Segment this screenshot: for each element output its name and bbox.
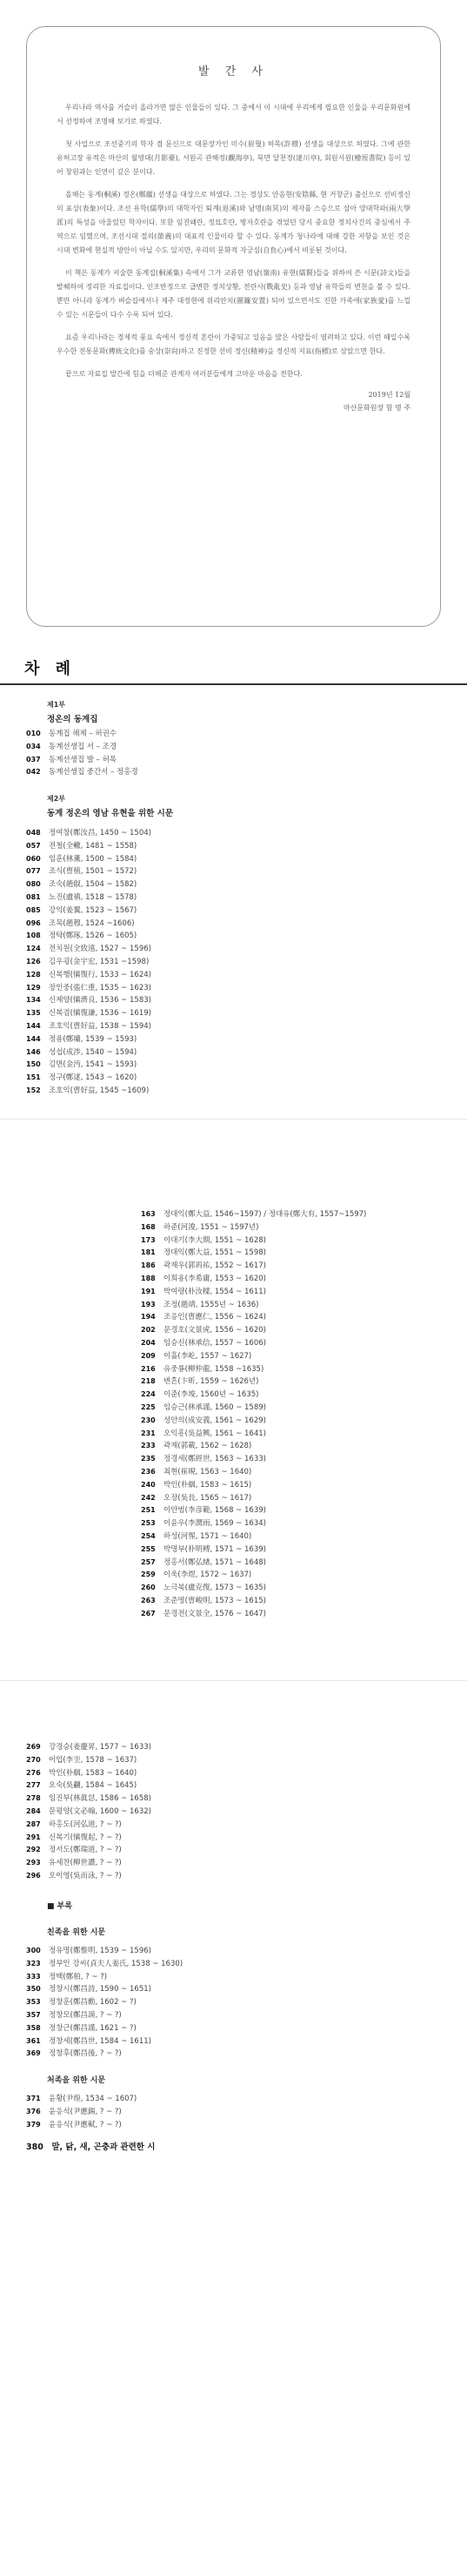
toc-entry-title: 조식(曺植, 1501 ~ 1572) xyxy=(49,867,137,877)
toc-entry-page: 152 xyxy=(26,1086,41,1094)
toc-entry-title: 정백(鄭柏, ? ~ ?) xyxy=(49,1972,108,1981)
toc-entry-page: 333 xyxy=(26,1972,41,1981)
toc-entry-title: 최현(崔晛, 1563 ~ 1640) xyxy=(163,1467,252,1476)
toc-entry-title: 유중룡(柳仲龍, 1558 ~1635) xyxy=(163,1364,264,1374)
toc-entry xyxy=(26,891,151,905)
part2-continued-list-b xyxy=(26,1741,151,1883)
toc-entry xyxy=(26,1870,151,1883)
toc-entry-title: 하준(河浚, 1551 ~ 1597년) xyxy=(163,1222,259,1232)
toc-entry-page: 300 xyxy=(26,1947,41,1954)
toc-entry xyxy=(26,1832,151,1845)
toc-entry-page: 236 xyxy=(141,1467,156,1476)
toc-entry-title: 정창후(鄭昌後, ? ~ ?) xyxy=(49,2049,122,2059)
toc-entry-page: 080 xyxy=(26,880,41,889)
toc-entry-title: 신복행(愼復行, 1533 ~ 1624) xyxy=(49,970,151,979)
final-entry xyxy=(26,2140,155,2152)
toc-entry-title: 임훈(林薰, 1500 ~ 1584) xyxy=(49,854,137,864)
toc-entry xyxy=(26,1072,151,1085)
toc-entry-page: 128 xyxy=(26,970,41,979)
toc-entry-page: 181 xyxy=(141,1248,156,1257)
toc-entry xyxy=(26,754,138,767)
toc-entry-title: 윤응식(尹應軾, ? ~ ?) xyxy=(49,2120,122,2129)
toc-entry xyxy=(141,1453,366,1466)
toc-entry-title: 이윤우(李潤雨, 1569 ~ 1634) xyxy=(163,1519,266,1529)
toc-entry-page: 151 xyxy=(26,1073,41,1082)
toc-entry-page: 042 xyxy=(26,768,41,777)
toc-entry xyxy=(26,1059,151,1072)
toc-entry-page: 376 xyxy=(26,2107,41,2115)
toc-entry-title: 윤황(尹煌, 1534 ~ 1607) xyxy=(49,2095,137,2103)
toc-entry xyxy=(141,1595,366,1608)
toc-entry xyxy=(26,728,138,741)
toc-entry-page: 291 xyxy=(26,1833,41,1841)
toc-entry xyxy=(26,1020,151,1033)
toc-entry-title: 정부인 강씨(貞夫人姜氏, 1538 ~ 1630) xyxy=(49,1959,183,1968)
toc-entry xyxy=(141,1260,366,1273)
toc-entry-title: 노극복(盧克復, 1573 ~ 1635) xyxy=(163,1584,266,1593)
toc-entry-title: 하성(河惺, 1571 ~ 1640) xyxy=(163,1531,252,1541)
toc-entry xyxy=(141,1247,366,1260)
toc-entry xyxy=(141,1557,366,1570)
toc-entry-page: 173 xyxy=(141,1235,156,1244)
appendix-label: ■ 부록 xyxy=(47,1902,73,1911)
toc-entry-title: 정대익(鄭大益, 1551 ~ 1598) xyxy=(163,1248,266,1258)
toc-entry-page: 134 xyxy=(26,996,41,1005)
toc-entry-title: 동계집 해제 – 허권수 xyxy=(49,730,117,738)
toc-entry xyxy=(26,1741,151,1754)
toc-entry-page: 235 xyxy=(141,1455,156,1463)
toc-entry-page: 085 xyxy=(26,905,41,914)
toc-entry xyxy=(141,1234,366,1248)
toc-entry-title: 조숙(趙俶, 1504 ~ 1582) xyxy=(49,880,137,890)
toc-entry-title: 정서도(鄭瑞道, ? ~ ?) xyxy=(49,1846,122,1855)
toc-entry-title: 조목(趙穆, 1524 ~1606) xyxy=(49,918,135,928)
toc-entry-page: 108 xyxy=(26,932,41,940)
preface-paragraph: 끝으로 자료집 발간에 힘을 더해준 관계자 여러분들에게 고마운 마음을 전한다. xyxy=(65,370,303,378)
toc-entry-title: 오이영(吳而泳, ? ~ ?) xyxy=(49,1871,122,1880)
toc-entry-title: 정경세(鄭經世, 1563 ~ 1633) xyxy=(163,1455,266,1464)
toc-entry-page: 037 xyxy=(26,755,41,763)
toc-entry-title: 오숙(吳䎘, 1584 ~ 1645) xyxy=(49,1781,137,1791)
toc-entry-title: 박인(朴絪, 1583 ~ 1640) xyxy=(49,1768,137,1778)
toc-entry-page: 278 xyxy=(26,1794,41,1803)
toc-entry-page: 081 xyxy=(26,892,41,901)
toc-entry xyxy=(141,1363,366,1376)
toc-entry-page: 129 xyxy=(26,983,41,992)
toc-entry-title: 김면(金沔, 1541 ~ 1593) xyxy=(49,1060,137,1070)
toc-entry-page: 034 xyxy=(26,742,41,750)
toc-entry xyxy=(141,1504,366,1517)
toc-entry xyxy=(26,2119,137,2132)
toc-entry-page: 259 xyxy=(141,1570,156,1579)
toc-entry-title: 윤응석(尹應錫, ? ~ ?) xyxy=(49,2107,122,2116)
toc-entry-page: 186 xyxy=(141,1261,156,1270)
toc-entry xyxy=(26,840,151,853)
toc-entry-page: 231 xyxy=(141,1429,156,1437)
toc-entry-title: 하홍도(河弘道, ? ~ ?) xyxy=(49,1819,122,1829)
toc-entry xyxy=(141,1440,366,1453)
preface-paragraph: 요즘 우리나라는 경제적 풍요 속에서 정신적 혼란이 가중되고 있음을 많은 사람들이 염려하고 있다. 이런 때일수록 우수한 전통문화(傳統文化)를 숭상(崇尙)하고 진정한 선비 정신(精神)을 정신적 지표(指標)로 삼았으면 한다. xyxy=(57,333,410,355)
toc-entry-page: 257 xyxy=(141,1557,156,1566)
toc-entry-title: 정탁(鄭琢, 1526 ~ 1605) xyxy=(49,932,137,941)
toc-entry-page: 163 xyxy=(141,1210,156,1218)
toc-entry-title: 조호익(曺好益, 1538 ~ 1594) xyxy=(49,1021,151,1031)
toc-entry xyxy=(141,1517,366,1530)
toc-entry-title: 유세찬(柳世讚, ? ~ ?) xyxy=(49,1859,122,1868)
toc-entry xyxy=(141,1415,366,1428)
toc-entry xyxy=(26,1844,151,1857)
toc-entry-page: 218 xyxy=(141,1377,156,1386)
toc-entry-page: 287 xyxy=(26,1819,41,1828)
toc-entry xyxy=(26,878,151,891)
toc-entry-title: 신제양(愼濟良, 1536 ~ 1583) xyxy=(49,996,151,1006)
preface-paragraph: 이 책은 동계가 저술한 동계집(桐溪集) 속에서 그가 교류한 영남(嶺南) 유현(儒賢)들을 위하여 쓴 시문(詩文)들을 발췌하여 정리한 자료집이다. 인조반정으로 급변한 정치상황, 전란사(戰亂史) 등과 영남 유학들의 변천을 볼 수 있다. 뿐만 아니라 동계가 벼슬길에서나 제주 대정현에 위리안치(圍籬安置) 되어 있으면서도 진한 가족애(家族愛)를 느낄 수 있는 시문들이 다수 수록 되어 있다. xyxy=(57,269,410,319)
toc-entry-page: 010 xyxy=(26,730,41,737)
toc-entry-title: 이흘(李屹, 1557 ~ 1627) xyxy=(163,1351,252,1361)
toc-entry-page: 371 xyxy=(26,2095,41,2102)
toc-entry xyxy=(26,1996,183,2009)
toc-entry xyxy=(141,1428,366,1441)
toc-entry-page: 188 xyxy=(141,1274,156,1282)
preface-title: 발 간 사 xyxy=(198,65,269,78)
toc-entry-title: 정대익(鄭大益, 1546~1597) / 정대유(鄭大有, 1557~1597) xyxy=(163,1210,367,1219)
toc-entry xyxy=(26,982,151,995)
toc-entry-page: 193 xyxy=(141,1300,156,1308)
final-entry-title: 말, 닭, 새, 곤충과 관련한 시 xyxy=(51,2142,156,2152)
toc-entry-page: 277 xyxy=(26,1781,41,1790)
toc-entry xyxy=(26,1046,151,1059)
toc-entry xyxy=(26,943,151,956)
toc-entry xyxy=(141,1479,366,1492)
toc-entry xyxy=(141,1582,366,1595)
toc-entry xyxy=(26,918,151,931)
toc-entry xyxy=(141,1350,366,1363)
toc-entry-page: 369 xyxy=(26,2049,41,2058)
toc-entry-title: 장인중(張仁重, 1535 ~ 1623) xyxy=(49,983,151,992)
toc-entry-title: 신복기(愼復起, ? ~ ?) xyxy=(49,1833,122,1842)
toc-entry-page: 251 xyxy=(141,1506,156,1515)
toc-entry-page: 353 xyxy=(26,1998,41,2007)
page-divider xyxy=(0,1119,467,1120)
toc-entry xyxy=(26,969,151,982)
toc-entry-title: 박명부(朴明榑, 1571 ~ 1639) xyxy=(163,1544,266,1554)
toc-entry xyxy=(141,1299,366,1312)
toc-entry-page: 230 xyxy=(141,1416,156,1424)
toc-entry xyxy=(26,1792,151,1806)
toc-entry-title: 박인(朴絪, 1583 ~ 1615) xyxy=(163,1480,252,1490)
toc-entry-title: 오익흥(吳益興, 1561 ~ 1641) xyxy=(163,1429,266,1438)
toc-entry-title: 조준명(曺峻明, 1573 ~ 1615) xyxy=(163,1596,266,1605)
toc-entry xyxy=(141,1221,366,1234)
part2-heading xyxy=(47,794,173,818)
toc-entry-title: 임진부(林眞怤, 1586 ~ 1658) xyxy=(49,1794,151,1804)
toc-entry-title: 전치원(全致遠, 1527 ~ 1596) xyxy=(49,945,151,954)
part1-label: 제1부 xyxy=(47,701,66,709)
toc-entry-page: 293 xyxy=(26,1859,41,1867)
toc-entry-title: 정구(鄭逑, 1543 ~ 1620) xyxy=(49,1073,137,1083)
toc-entry-page: 146 xyxy=(26,1047,41,1056)
toc-header xyxy=(0,655,467,684)
toc-entry-title: 성안의(成安義, 1561 ~ 1629) xyxy=(163,1416,266,1425)
toc-entry-page: 379 xyxy=(26,2120,41,2129)
final-entry-page: 380 xyxy=(26,2142,43,2152)
toc-entry xyxy=(26,2022,183,2035)
toc-entry-title: 강경승(姜慶昇, 1577 ~ 1633) xyxy=(49,1743,151,1752)
part2-continued-list xyxy=(141,1208,366,1621)
toc-entry-page: 126 xyxy=(26,957,41,965)
toc-entry-title: 정홍서(鄭弘緖, 1571 ~ 1648) xyxy=(163,1557,266,1567)
toc-entry-page: 323 xyxy=(26,1959,41,1967)
toc-entry-page: 357 xyxy=(26,2010,41,2019)
toc-entry xyxy=(26,827,151,840)
toc-entry-page: 144 xyxy=(26,1034,41,1043)
toc-entry xyxy=(141,1286,366,1299)
toc-entry-title: 동계선생집 발 – 허목 xyxy=(49,755,117,764)
toc-entry xyxy=(26,1007,151,1020)
toc-entry-title: 곽재(郭載, 1562 ~ 1628) xyxy=(163,1442,252,1451)
toc-entry xyxy=(26,1806,151,1819)
preface-author: 마산문화원장 함 명 주 xyxy=(343,404,410,412)
toc-entry-page: 260 xyxy=(141,1584,156,1592)
toc-entry xyxy=(26,766,138,779)
toc-title: 차 례 xyxy=(24,660,77,678)
toc-entry-page: 358 xyxy=(26,2023,41,2032)
part2-title: 동계 정온의 영남 유현을 위한 시문 xyxy=(47,809,174,818)
toc-entry-title: 정여창(鄭汝昌, 1450 ~ 1504) xyxy=(49,829,151,837)
toc-entry-title: 정창세(鄭昌世, 1584 ~ 1611) xyxy=(49,2036,151,2046)
toc-entry-title: 조호익(曺好益, 1545 ~1609) xyxy=(49,1086,150,1095)
toc-entry-page: 361 xyxy=(26,2036,41,2045)
toc-entry-page: 270 xyxy=(26,1755,41,1764)
toc-entry xyxy=(26,2106,137,2119)
toc-entry-title: 문평양(文必翰, 1600 ~ 1632) xyxy=(49,1806,151,1816)
preface-date: 2019년 12월 xyxy=(368,391,410,399)
toc-entry xyxy=(141,1492,366,1505)
toc-entry-title: 정창모(鄭昌謨, ? ~ ?) xyxy=(49,2010,122,2020)
toc-entry xyxy=(141,1530,366,1544)
toc-entry-page: 124 xyxy=(26,945,41,953)
toc-entry-page: 292 xyxy=(26,1846,41,1854)
toc-entry-page: 242 xyxy=(141,1493,156,1502)
toc-entry-page: 276 xyxy=(26,1768,41,1777)
toc-entry xyxy=(26,1958,183,1971)
toc-entry-page: 296 xyxy=(26,1871,41,1880)
toc-entry-page: 057 xyxy=(26,841,41,850)
toc-entry-page: 240 xyxy=(141,1480,156,1489)
toc-entry-title: 전철(全轍, 1481 ~ 1558) xyxy=(49,841,137,851)
toc-entry xyxy=(26,1085,151,1098)
toc-entry-page: 191 xyxy=(141,1287,156,1295)
toc-entry xyxy=(141,1402,366,1415)
relatives-section-title: 친족을 위한 시문 xyxy=(47,1928,106,1937)
toc-entry-page: 048 xyxy=(26,829,41,837)
toc-entry xyxy=(26,853,151,866)
toc-entry-title: 이욱(李煜, 1572 ~ 1637) xyxy=(163,1570,252,1580)
part1-title: 정온의 동계집 xyxy=(47,715,98,724)
toc-entry-title: 문경전(文景全, 1576 ~ 1647) xyxy=(163,1609,266,1618)
toc-entry xyxy=(26,1971,183,1984)
relatives-entry-list xyxy=(26,1945,183,2061)
toc-entry-page: 254 xyxy=(141,1531,156,1540)
toc-entry-title: 김우굉(金宇宏, 1531 ~1598) xyxy=(49,957,150,966)
toc-entry xyxy=(141,1375,366,1389)
toc-entry-title: 조정(趙靖, 1555년 ~ 1636) xyxy=(163,1300,259,1309)
toc-entry xyxy=(141,1608,366,1621)
toc-entry xyxy=(141,1273,366,1286)
preface-box xyxy=(26,26,441,627)
toc-entry xyxy=(26,930,151,943)
toc-entry xyxy=(141,1311,366,1324)
toc-entry-title: 조응인(曺應仁, 1556 ~ 1624) xyxy=(163,1313,266,1322)
toc-entry xyxy=(26,2093,137,2106)
toc-entry-title: 이입(李岦, 1578 ~ 1637) xyxy=(49,1755,137,1765)
toc-entry xyxy=(26,1819,151,1832)
toc-entry-title: 이희용(李希庸, 1553 ~ 1620) xyxy=(163,1274,266,1283)
part2-entry-list xyxy=(26,827,151,1098)
toc-entry-page: 194 xyxy=(141,1313,156,1322)
nephews-entry-list xyxy=(26,2093,137,2131)
toc-entry xyxy=(26,1945,183,1958)
toc-entry xyxy=(141,1466,366,1479)
toc-entry-title: 임승근(林承謹, 1560 ~ 1589) xyxy=(163,1402,266,1412)
toc-entry-page: 255 xyxy=(141,1544,156,1553)
toc-entry-page: 202 xyxy=(141,1326,156,1335)
nephews-section-title: 처족을 위한 시문 xyxy=(47,2076,106,2085)
toc-title-rule xyxy=(0,683,467,685)
page-divider xyxy=(0,1680,467,1681)
toc-entry-title: 이대기(李大期, 1551 ~ 1628) xyxy=(163,1235,266,1245)
toc-entry-page: 225 xyxy=(141,1402,156,1411)
toc-entry xyxy=(26,1033,151,1046)
toc-entry-page: 253 xyxy=(141,1519,156,1528)
preface-paragraph: 올해는 동계(桐溪) 정온(鄭蘊) 선생을 대상으로 하였다. 그는 경상도 안음현(安陰縣, 현 거창군) 출신으로 선비정신의 표상(表象)이다. 조선 유학(儒學)의 대학자인 퇴계(退溪)와 남명(南冥)의 제자를 스승으로 삼아 양대학파(兩大學派)의 특성을 아울렀던 학자이다. 또한 임진왜란, 정묘호란, 병자호란을 겪었던 당시 중요한 정치사건의 중심에서 주역으로 임했으며, 조선시대 절의(節義)의 대표적 인물이라 할 수 있다. 동계가 청나라에 대해 강한 저항을 보인 것은 시대 변화에 현실적 방안이 아닐 수도 있지만, 우리의 문화적 자긍심(自負心)에서 비롯된 것이다. xyxy=(57,191,410,254)
part1-entry-list xyxy=(26,728,138,779)
toc-entry-page: 135 xyxy=(26,1009,41,1018)
toc-entry-title: 정창근(鄭昌謹, 1621 ~ ?) xyxy=(49,2023,137,2033)
toc-entry-page: 209 xyxy=(141,1351,156,1360)
part2-label: 제2부 xyxy=(47,795,66,803)
toc-entry-title: 동계선생집 서 – 조경 xyxy=(49,742,117,751)
toc-entry xyxy=(26,1857,151,1870)
toc-entry-page: 216 xyxy=(141,1364,156,1373)
toc-entry xyxy=(26,1983,183,1996)
toc-entry-title: 정용(鄭墉, 1539 ~ 1593) xyxy=(49,1034,137,1044)
toc-entry-title: 박여량(朴汝樑, 1554 ~ 1611) xyxy=(163,1287,266,1296)
toc-entry-page: 224 xyxy=(141,1390,156,1399)
toc-entry xyxy=(26,994,151,1007)
toc-entry xyxy=(141,1324,366,1337)
toc-entry-page: 263 xyxy=(141,1596,156,1604)
toc-entry xyxy=(26,2035,183,2048)
toc-entry-page: 204 xyxy=(141,1338,156,1347)
toc-entry xyxy=(26,1767,151,1780)
toc-entry-title: 정창훈(鄭昌勳, 1602 ~ ?) xyxy=(49,1998,137,2008)
toc-entry xyxy=(26,956,151,969)
toc-entry-title: 강익(姜翼, 1523 ~ 1567) xyxy=(49,905,137,915)
toc-entry-page: 267 xyxy=(141,1609,156,1618)
toc-entry-title: 곽재우(郭再祐, 1552 ~ 1617) xyxy=(163,1261,266,1271)
toc-entry-title: 성섭(成涉, 1540 ~ 1594) xyxy=(49,1047,137,1057)
toc-entry xyxy=(141,1544,366,1557)
toc-entry-title: 임승신(林承信, 1557 ~ 1606) xyxy=(163,1338,266,1348)
toc-entry-page: 284 xyxy=(26,1806,41,1815)
toc-entry-page: 168 xyxy=(141,1222,156,1231)
toc-entry-page: 269 xyxy=(26,1743,41,1751)
toc-entry-page: 060 xyxy=(26,854,41,863)
toc-entry-title: 오장(吳長, 1565 ~ 1617) xyxy=(163,1493,252,1503)
toc-entry xyxy=(26,1754,151,1767)
toc-entry-title: 정창시(鄭昌詩, 1590 ~ 1651) xyxy=(49,1985,151,1994)
toc-entry-title: 문경호(文景虎, 1556 ~ 1620) xyxy=(163,1326,266,1335)
toc-entry xyxy=(141,1389,366,1402)
toc-entry-page: 096 xyxy=(26,918,41,927)
toc-entry-title: 동계선생집 중간서 – 정홍경 xyxy=(49,768,138,777)
toc-entry xyxy=(26,741,138,754)
toc-entry xyxy=(141,1337,366,1350)
toc-entry xyxy=(141,1208,366,1221)
toc-entry xyxy=(26,2048,183,2061)
toc-entry-page: 144 xyxy=(26,1021,41,1030)
toc-entry-page: 150 xyxy=(26,1060,41,1069)
toc-entry-title: 정유명(鄭惟明, 1539 ~ 1596) xyxy=(49,1947,151,1955)
toc-entry-title: 이안범(李彦範, 1568 ~ 1639) xyxy=(163,1506,266,1516)
toc-entry-title: 노진(盧禛, 1518 ~ 1578) xyxy=(49,892,137,902)
toc-entry-title: 변흔(卞昕, 1559 ~ 1626년) xyxy=(163,1377,259,1387)
toc-entry-page: 233 xyxy=(141,1442,156,1450)
toc-entry-page: 077 xyxy=(26,867,41,876)
toc-entry xyxy=(141,1569,366,1582)
toc-entry xyxy=(26,1779,151,1792)
preface-paragraph: 첫 사업으로 조선중기의 학자 겸 문신으로 대문장가인 미수(眉叟) 허목(許穆) 선생을 대상으로 하였다. 그에 관한 유허고장 유적은 마산의 월영대(月影臺), 서원곡 관해정(觀海亭), 북면 달천정(達川亭), 회원서원(檜原書院) 등이 있어 창원과는 인연이 깊은 분이다. xyxy=(57,140,410,176)
toc-entry xyxy=(26,2009,183,2022)
toc-entry-title: 신복겸(愼復謙, 1536 ~ 1619) xyxy=(49,1009,151,1019)
toc-entry-title: 이준(李埈, 1560년 ~ 1635) xyxy=(163,1390,259,1400)
toc-entry xyxy=(26,865,151,878)
preface-paragraph: 우리나라 역사를 거슬러 올라가면 많은 인물들이 있다. 그 중에서 이 시대에 우리에게 필요한 인물을 우리문화원에서 선정하여 조명해 보기로 하였다. xyxy=(57,104,410,125)
toc-entry xyxy=(26,905,151,918)
toc-entry-page: 350 xyxy=(26,1985,41,1994)
part1-heading xyxy=(47,700,97,724)
